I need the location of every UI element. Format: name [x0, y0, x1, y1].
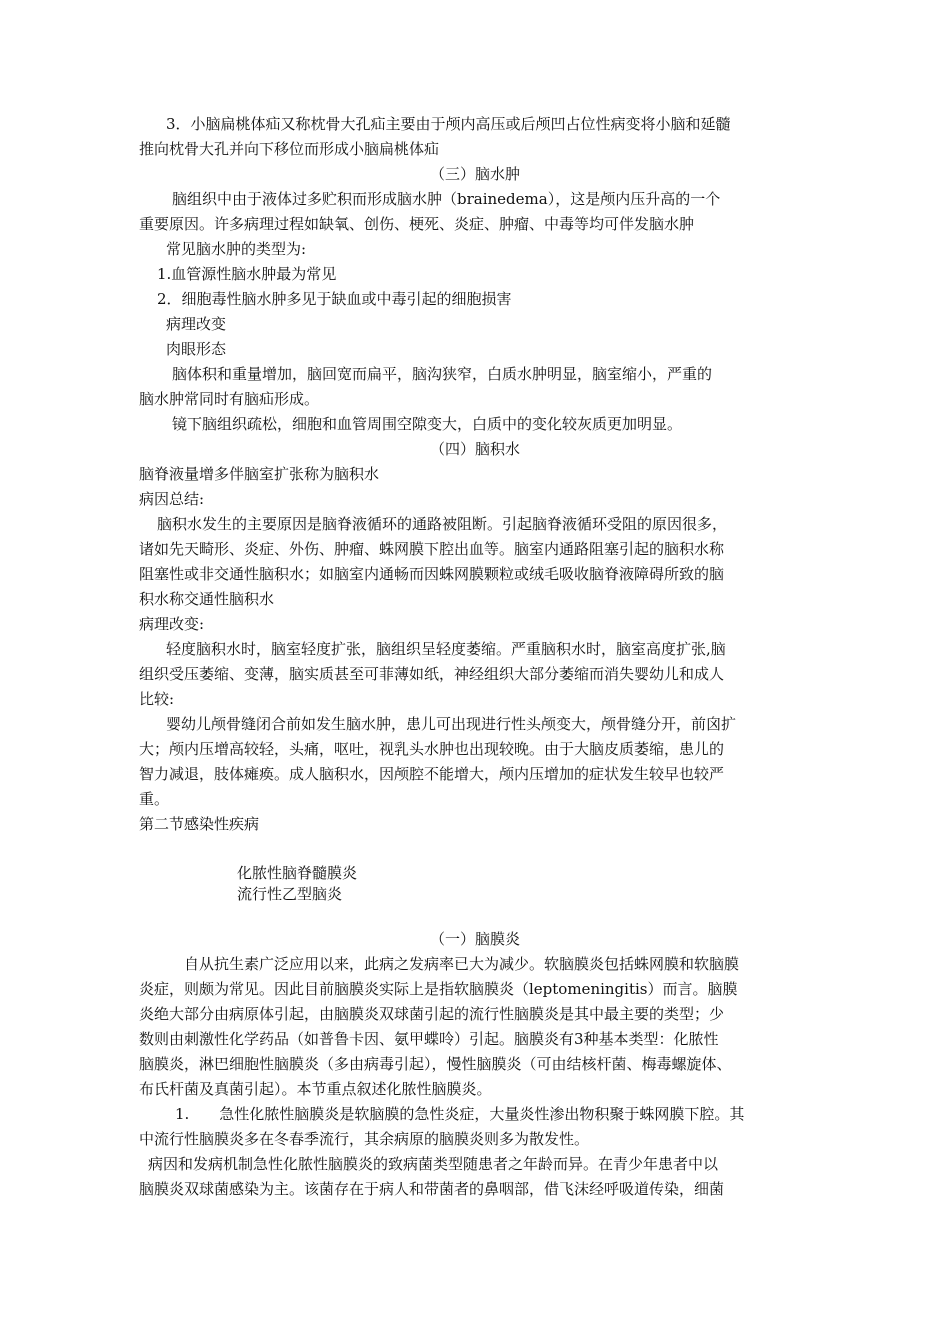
- section-heading: （三）脑水肿: [429, 165, 520, 183]
- subheading: 肉眼形态: [166, 340, 227, 358]
- topic-item: 流行性乙型脑炎: [237, 885, 343, 903]
- section-heading: （四）脑积水: [429, 440, 520, 458]
- paragraph-line: 数则由刺激性化学药品（如普鲁卡因、氨甲蝶呤）引起。脑膜炎有3种基本类型：化脓性: [139, 1030, 719, 1048]
- paragraph-line: 中流行性脑膜炎多在冬春季流行，其余病原的脑膜炎则多为散发性。: [139, 1130, 590, 1148]
- paragraph-line: 组织受压萎缩、变薄，脑实质甚至可菲薄如纸，神经组织大部分萎缩而消失婴幼儿和成人: [139, 665, 725, 683]
- paragraph-line: 推向枕骨大孔并向下移位而形成小脑扁桃体疝: [139, 140, 440, 158]
- paragraph-line: 智力减退，肢体瘫痪。成人脑积水，因颅腔不能增大，颅内压增加的症状发生较早也较严: [139, 765, 725, 783]
- paragraph-line: 轻度脑积水时，脑室轻度扩张，脑组织呈轻度萎缩。严重脑积水时，脑室高度扩张,脑: [166, 640, 726, 658]
- paragraph-line: 重。: [139, 790, 170, 808]
- paragraph-line: 脑组织中由于液体过多贮积而形成脑水肿（brainedema），这是颅内压升高的一个: [172, 190, 721, 208]
- paragraph-line: 脑体积和重量增加，脑回宽而扁平，脑沟狭窄，白质水肿明显，脑室缩小，严重的: [172, 365, 713, 383]
- paragraph-line: 病因和发病机制急性化脓性脑膜炎的致病菌类型随患者之年龄而异。在青少年患者中以: [148, 1155, 719, 1173]
- paragraph-line: 1. 急性化脓性脑膜炎是软脑膜的急性炎症，大量炎性渗出物积聚于蛛网膜下腔。其: [175, 1105, 745, 1123]
- paragraph-line: 炎症，则颇为常见。因此目前脑膜炎实际上是指软脑膜炎（leptomeningitis）而言。脑膜: [139, 980, 738, 998]
- paragraph-line: 脑积水发生的主要原因是脑脊液循环的通路被阻断。引起脑脊液循环受阻的原因很多，: [157, 515, 728, 533]
- paragraph-line: 脑膜炎，淋巴细胞性脑膜炎（多由病毒引起），慢性脑膜炎（可由结核杆菌、梅毒螺旋体、: [139, 1055, 732, 1073]
- paragraph-line: 炎绝大部分由病原体引起，由脑膜炎双球菌引起的流行性脑膜炎是其中最主要的类型；少: [139, 1005, 725, 1023]
- paragraph-line: 重要原因。许多病理过程如缺氧、创伤、梗死、炎症、肿瘤、中毒等均可伴发脑水肿: [139, 215, 695, 233]
- subheading: 病理改变: [166, 315, 227, 333]
- topic-item: 化脓性脑脊髓膜炎: [237, 864, 358, 882]
- paragraph-line: 诸如先天畸形、炎症、外伤、肿瘤、蛛网膜下腔出血等。脑室内通路阻塞引起的脑积水称: [139, 540, 725, 558]
- section-heading: （一）脑膜炎: [429, 930, 520, 948]
- paragraph-line: 婴幼儿颅骨缝闭合前如发生脑水肿，患儿可出现进行性头颅变大，颅骨缝分开，前囟扩: [166, 715, 737, 733]
- paragraph-line: 常见脑水肿的类型为:: [166, 240, 307, 258]
- paragraph-line: 积水称交通性脑积水: [139, 590, 275, 608]
- paragraph-line: 3．小脑扁桃体疝又称枕骨大孔疝主要由于颅内高压或后颅凹占位性病变将小脑和延髓: [166, 115, 731, 133]
- subheading: 病理改变:: [139, 615, 205, 633]
- list-item: 1.血管源性脑水肿最为常见: [157, 265, 337, 283]
- paragraph-line: 镜下脑组织疏松，细胞和血管周围空隙变大，白质中的变化较灰质更加明显。: [172, 415, 683, 433]
- paragraph-line: 布氏杆菌及真菌引起）。本节重点叙述化脓性脑膜炎。: [139, 1080, 492, 1098]
- list-item: 2．细胞毒性脑水肿多见于缺血或中毒引起的细胞损害: [157, 290, 512, 308]
- paragraph-line: 脑水肿常同时有脑疝形成。: [139, 390, 320, 408]
- chapter-heading: 第二节感染性疾病: [139, 815, 260, 833]
- paragraph-line: 自从抗生素广泛应用以来，此病之发病率已大为减少。软脑膜炎包括蛛网膜和软脑膜: [184, 955, 740, 973]
- paragraph-line: 阻塞性或非交通性脑积水；如脑室内通畅而因蛛网膜颗粒或绒毛吸收脑脊液障碍所致的脑: [139, 565, 725, 583]
- paragraph-line: 脑膜炎双球菌感染为主。该菌存在于病人和带菌者的鼻咽部，借飞沫经呼吸道传染，细菌: [139, 1180, 725, 1198]
- paragraph-line: 脑脊液量增多伴脑室扩张称为脑积水: [139, 465, 380, 483]
- paragraph-line: 大；颅内压增高较轻，头痛，呕吐，视乳头水肿也出现较晚。由于大脑皮质萎缩，患儿的: [139, 740, 725, 758]
- subheading: 比较:: [139, 690, 175, 708]
- subheading: 病因总结:: [139, 490, 205, 508]
